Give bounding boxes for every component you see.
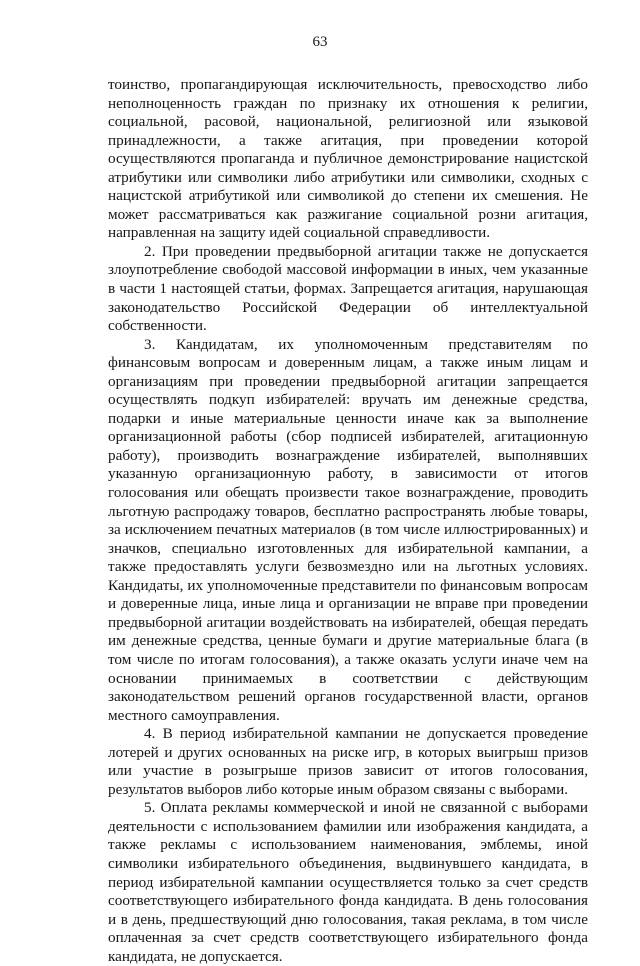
paragraph-3: 3. Кандидатам, их уполномоченным представителям по финансовым вопросам и доверенным лицам, а также иным лицам и организациям при проведении предвыборной агитации запрещается осуществлять подкуп избирателей: вручать им денежные средства, подарки и иные материальные ценности иначе как за выполнение организационной работы (сбор подписей избирателей, агитационную работу), производить вознаграждение избирателей, выполнявших указанную организационную работу, в зависимости от итогов голосования или обещать произвести такое вознаграждение, проводить льготную распродажу товаров, бесплатно распространять любые товары, за исключением печатных материалов (в том числе иллюстрированных) и значков, специально изготовленных для избирательной кампании, а также предоставлять услуги безвозмездно или на льготных условиях. Кандидаты, их уполномоченные представители по финансовым вопросам и доверенные лица, иные лица и организации не вправе при проведении предвыборной агитации воздействовать на избирателей, обещая передать им денежные средства, ценные бумаги и другие материальные блага (в том числе по итогам голосования), а также оказать услуги иначе чем на основании принимаемых в соответствии с действующим законодательством решений органов государственной власти, органов местного самоуправления. [108, 335, 588, 724]
body-text [108, 76, 588, 966]
paragraph-4: 4. В период избирательной кампании не допускается проведение лотерей и других основанных на риске игр, в которых выигрыш призов или участие в розыгрыше призов зависит от итогов голосования, результатов выборов либо которые иным образом связаны с выборами. [108, 725, 588, 798]
paragraph-continuation: тоинство, пропагандирующая исключительность, превосходство либо неполноценность граждан по признаку их отношения к религии, социальной, расовой, национальной, религиозной или языковой принадлежности, а также агитация, при проведении которой осуществляются пропаганда и публичное демонстрирование нацистской атрибутики или символики либо атрибутики или символики, сходных с нацистской атрибутикой или символикой до степени их смешения. Не может рассматриваться как разжигание социальной розни агитация, направленная на защиту идей социальной справедливости. [108, 76, 588, 242]
paragraph-5: 5. Оплата рекламы коммерческой и иной не связанной с выборами деятельности с использованием фамилии или изображения кандидата, а также рекламы с использованием наименования, эмблемы, иной символики избирательного объединения, выдвинувшего кандидата, в период избирательной кампании осуществляется только за счет средств соответствующего избирательного фонда кандидата. В день голосования и в день, предшествующий дню голосования, такая реклама, в том числе оплаченная за счет средств соответствующего избирательного фонда кандидата, не допускается. [108, 799, 588, 965]
page-number: 63 [312, 34, 328, 50]
paragraph-2: 2. При проведении предвыборной агитации также не допускается злоупотребление свободой массовой информации в иных, чем указанные в части 1 настоящей статьи, формах. Запрещается агитация, нарушающая законодательство Российской Федерации об интеллектуальной собственности. [108, 242, 588, 335]
